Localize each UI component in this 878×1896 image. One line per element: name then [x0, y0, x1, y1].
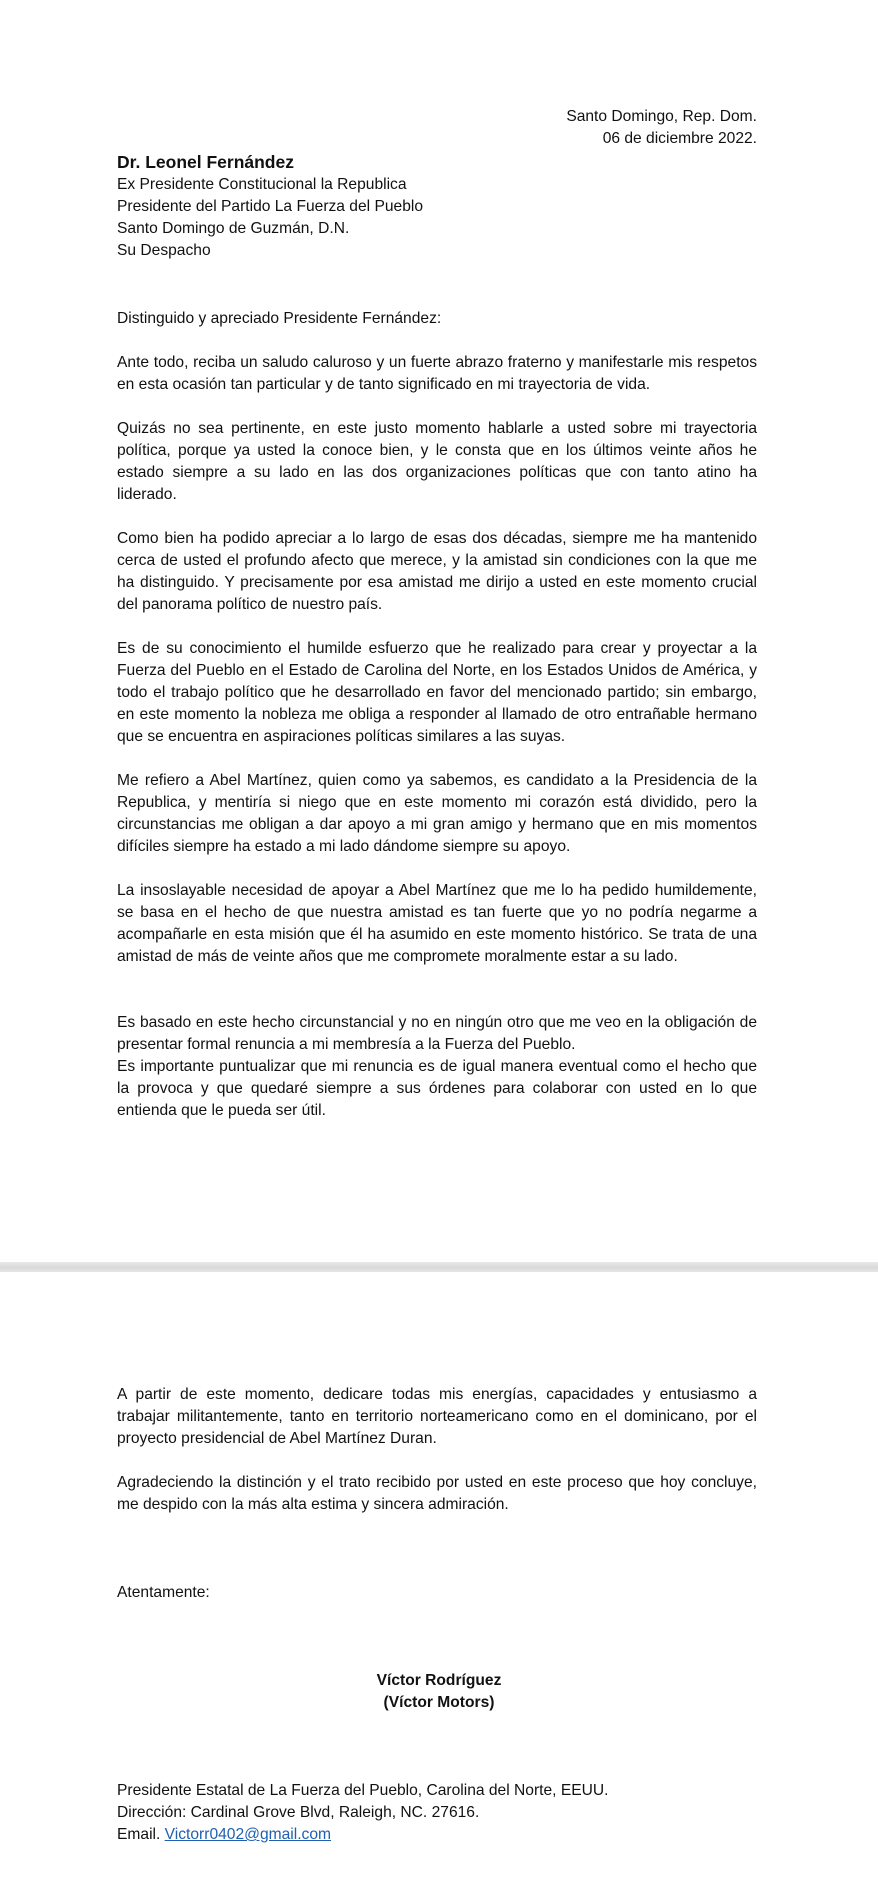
recipient-city: Santo Domingo de Guzmán, D.N. — [117, 220, 350, 237]
place: Santo Domingo, Rep. Dom. — [566, 108, 757, 125]
footer-position: Presidente Estatal de La Fuerza del Pueblo, Carolina del Norte, EEUU. — [117, 1782, 609, 1799]
paragraph-1: Ante todo, reciba un saludo caluroso y un fuerte abrazo fraterno y manifestarle mis respetos en esta ocasión tan particular y de tanto significado en mi trayectoria de vida. — [117, 354, 757, 393]
greeting: Distinguido y apreciado Presidente Fernández: — [117, 310, 442, 327]
date: 06 de diciembre 2022. — [602, 130, 757, 147]
recipient-name: Dr. Leonel Fernández — [117, 152, 294, 172]
letter-page-2 — [0, 1272, 878, 1896]
email-label: Email. — [117, 1826, 161, 1843]
recipient-office: Su Despacho — [117, 242, 211, 259]
paragraph-6: La insoslayable necesidad de apoyar a Abel Martínez que me lo ha pedido humildemente, se basa en el hecho de que nuestra amistad es tan fuerte que yo no podría negarme a acompañarle en esta misión que él ha asumido en este momento histórico. Se trata de una amistad de más de veinte años que me compromete moralmente estar a su lado. — [117, 882, 757, 965]
signature-name: Víctor Rodríguez — [376, 1672, 502, 1689]
footer-block — [117, 1780, 757, 1846]
footer-address: Dirección: Cardinal Grove Blvd, Raleigh, NC. 27616. — [117, 1804, 480, 1821]
paragraph-8: Es importante puntualizar que mi renuncia es de igual manera eventual como el hecho que la provoca y que quedaré siempre a sus órdenes para colaborar con usted en lo que entienda que le pueda ser útil. — [117, 1058, 757, 1119]
footer-email-line — [117, 1824, 757, 1846]
recipient-title-2: Presidente del Partido La Fuerza del Pueblo — [117, 198, 424, 215]
paragraph-10: Agradeciendo la distinción y el trato recibido por usted en este proceso que hoy concluye, me despido con la más alta estima y sincera admiración. — [117, 1474, 757, 1513]
signature-alias: (Víctor Motors) — [383, 1694, 495, 1711]
paragraph-4: Es de su conocimiento el humilde esfuerzo que he realizado para crear y proyectar a la Fuerza del Pueblo en el Estado de Carolina del Norte, en los Estados Unidos de América, y todo el trabajo político que he desarrollado en favor del mencionado partido; sin embargo, en este momento la nobleza me obliga a responder al llamado de otro entrañable hermano que se encuentra en aspiraciones políticas similares a las suyas. — [117, 640, 757, 745]
recipient-title-1: Ex Presidente Constitucional la Republica — [117, 176, 407, 193]
recipient-block — [117, 150, 757, 262]
paragraph-5: Me refiero a Abel Martínez, quien como ya sabemos, es candidato a la Presidencia de la Republica, y mentiría si niego que en este momento mi corazón está dividido, pero la circunstancias me obligan a dar apoyo a mi gran amigo y hermano que en mis momentos difíciles siempre ha estado a mi lado dándome siempre su apoyo. — [117, 772, 757, 855]
paragraph-2: Quizás no sea pertinente, en este justo momento hablarle a usted sobre mi trayectoria política, porque ya usted la conoce bien, y le consta que en los últimos veinte años he estado siempre a su lado en las dos organizaciones políticas que con tanto atino ha liderado. — [117, 420, 757, 503]
paragraph-9: A partir de este momento, dedicare todas mis energías, capacidades y entusiasmo a trabajar militantemente, tanto en territorio norteamericano como en el dominicano, por el proyecto presidencial de Abel Martínez Duran. — [117, 1386, 757, 1447]
closing: Atentamente: — [117, 1584, 210, 1601]
place-date-block — [566, 106, 757, 150]
paragraph-7: Es basado en este hecho circunstancial y no en ningún otro que me veo en la obligación de presentar formal renuncia a mi membresía a la Fuerza del Pueblo. — [117, 1014, 757, 1053]
paragraph-3: Como bien ha podido apreciar a lo largo de esas dos décadas, siempre me ha mantenido cerca de usted el profundo afecto que merece, y la amistad sin condiciones con la que me ha distinguido. Y precisamente por esa amistad me dirijo a usted en este momento crucial del panorama político de nuestro país. — [117, 530, 757, 613]
email-link[interactable]: Victorr0402@gmail.com — [164, 1826, 332, 1843]
